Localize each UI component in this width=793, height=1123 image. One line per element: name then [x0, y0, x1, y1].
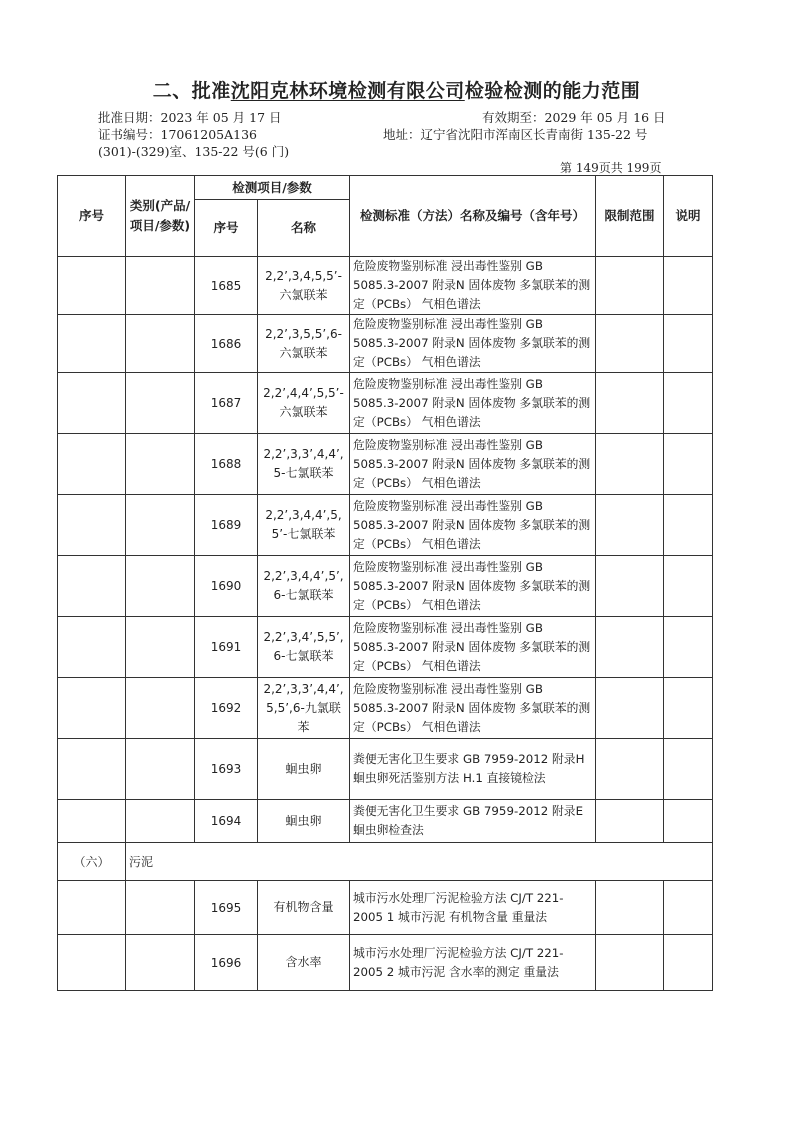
cell-limit: [596, 800, 664, 843]
cell-item-name: 2,2’,3,3’,4,4’,5,5’,6-九氯联苯: [258, 678, 350, 739]
cell-limit: [596, 739, 664, 800]
cell-item-number: 1693: [195, 739, 258, 800]
cell-limit: [596, 935, 664, 991]
cell-standard: 危险废物鉴别标准 浸出毒性鉴别 GB 5085.3-2007 附录N 固体废物 多氯联苯的测定（PCBs） 气相色谱法: [350, 257, 596, 315]
page-title: [0, 76, 793, 103]
cell-limit: [596, 617, 664, 678]
cell-standard: 危险废物鉴别标准 浸出毒性鉴别 GB 5085.3-2007 附录N 固体废物 多氯联苯的测定（PCBs） 气相色谱法: [350, 617, 596, 678]
table-row: [58, 556, 713, 617]
section-row: [58, 843, 713, 881]
cell-item-name: 蛔虫卵: [258, 739, 350, 800]
cell-note: [664, 935, 713, 991]
cell-item-name: 2,2’,4,4’,5,5’-六氯联苯: [258, 373, 350, 434]
cell-standard: 粪便无害化卫生要求 GB 7959-2012 附录E 蛔虫卵检查法: [350, 800, 596, 843]
cell-category: [126, 373, 195, 434]
cell-item-number: 1690: [195, 556, 258, 617]
cell-standard: 危险废物鉴别标准 浸出毒性鉴别 GB 5085.3-2007 附录N 固体废物 多氯联苯的测定（PCBs） 气相色谱法: [350, 434, 596, 495]
cell-seq: [58, 617, 126, 678]
cell-item-name: 2,2’,3,4,4’,5,5’-七氯联苯: [258, 495, 350, 556]
header-standard: 检测标准（方法）名称及编号（含年号）: [350, 176, 596, 257]
cell-limit: [596, 257, 664, 315]
table-row: [58, 373, 713, 434]
cell-standard: 城市污水处理厂污泥检验方法 CJ/T 221-2005 2 城市污泥 含水率的测定 重量法: [350, 935, 596, 991]
cell-item-name: 2,2’,3,4,5,5’-六氯联苯: [258, 257, 350, 315]
cell-category: [126, 678, 195, 739]
address-line-1: 地址：辽宁省沈阳市浑南区长青南街 135-22 号: [383, 127, 648, 142]
cell-item-number: 1689: [195, 495, 258, 556]
cell-standard: 危险废物鉴别标准 浸出毒性鉴别 GB 5085.3-2007 附录N 固体废物 多氯联苯的测定（PCBs） 气相色谱法: [350, 495, 596, 556]
cell-seq: [58, 257, 126, 315]
cell-note: [664, 800, 713, 843]
cell-note: [664, 678, 713, 739]
header-seq: 序号: [58, 176, 126, 257]
cell-seq: [58, 935, 126, 991]
cell-item-number: 1687: [195, 373, 258, 434]
cell-seq: [58, 434, 126, 495]
cell-limit: [596, 881, 664, 935]
cell-standard: 危险废物鉴别标准 浸出毒性鉴别 GB 5085.3-2007 附录N 固体废物 多氯联苯的测定（PCBs） 气相色谱法: [350, 678, 596, 739]
cell-category: [126, 935, 195, 991]
cell-item-name: 2,2’,3,5,5’,6-六氯联苯: [258, 315, 350, 373]
cell-limit: [596, 315, 664, 373]
cell-note: [664, 434, 713, 495]
title-prefix: 二、批准: [152, 80, 231, 102]
table-section: [58, 843, 713, 881]
header-item-seq: 序号: [195, 200, 258, 257]
cell-note: [664, 373, 713, 434]
valid-until: 有效期至：2029 年 05 月 16 日: [482, 110, 666, 125]
certificate-number: 证书编号：17061205A136: [98, 127, 258, 142]
cell-note: [664, 881, 713, 935]
header-note: 说明: [664, 176, 713, 257]
cell-category: [126, 881, 195, 935]
cell-limit: [596, 373, 664, 434]
cell-item-number: 1688: [195, 434, 258, 495]
cell-note: [664, 257, 713, 315]
cell-note: [664, 617, 713, 678]
table-row: [58, 935, 713, 991]
cell-item-number: 1696: [195, 935, 258, 991]
cell-item-name: 含水率: [258, 935, 350, 991]
cell-item-number: 1694: [195, 800, 258, 843]
header-category: 类别(产品/项目/参数): [126, 176, 195, 257]
cell-note: [664, 556, 713, 617]
section-label: （六）: [58, 843, 126, 881]
cell-category: [126, 495, 195, 556]
header-item-group: 检测项目/参数: [195, 176, 350, 200]
title-suffix: 检验检测的能力范围: [464, 80, 641, 102]
table-row: [58, 434, 713, 495]
table-row: [58, 678, 713, 739]
title-organization: 沈阳克林环境检测有限公司: [230, 80, 465, 102]
cell-item-name: 2,2’,3,4’,5,5’,6-七氯联苯: [258, 617, 350, 678]
table-body-b: [58, 881, 713, 991]
cell-category: [126, 617, 195, 678]
cell-note: [664, 315, 713, 373]
cell-standard: 城市污水处理厂污泥检验方法 CJ/T 221-2005 1 城市污泥 有机物含量 重量法: [350, 881, 596, 935]
cell-note: [664, 739, 713, 800]
cell-category: [126, 739, 195, 800]
table-row: [58, 617, 713, 678]
cell-seq: [58, 881, 126, 935]
cell-seq: [58, 373, 126, 434]
cell-limit: [596, 556, 664, 617]
cell-category: [126, 315, 195, 373]
cell-standard: 危险废物鉴别标准 浸出毒性鉴别 GB 5085.3-2007 附录N 固体废物 多氯联苯的测定（PCBs） 气相色谱法: [350, 373, 596, 434]
address-line-2: (301)-(329)室、135-22 号(6 门): [98, 144, 290, 159]
cell-note: [664, 495, 713, 556]
cell-seq: [58, 556, 126, 617]
cell-limit: [596, 678, 664, 739]
cell-item-number: 1691: [195, 617, 258, 678]
page-info: 第 149页共 199页: [560, 161, 662, 175]
cell-seq: [58, 495, 126, 556]
cell-item-number: 1692: [195, 678, 258, 739]
table-row: [58, 800, 713, 843]
cell-limit: [596, 495, 664, 556]
cell-item-name: 2,2’,3,4,4’,5’,6-七氯联苯: [258, 556, 350, 617]
capability-table: [57, 175, 713, 991]
header-item-name: 名称: [258, 200, 350, 257]
table-row: [58, 739, 713, 800]
table-row: [58, 315, 713, 373]
section-name: 污泥: [126, 843, 713, 881]
table-row: [58, 495, 713, 556]
cell-item-number: 1686: [195, 315, 258, 373]
cell-category: [126, 257, 195, 315]
table-row: [58, 257, 713, 315]
cell-item-name: 2,2’,3,3’,4,4’,5-七氯联苯: [258, 434, 350, 495]
cell-seq: [58, 739, 126, 800]
cell-standard: 危险废物鉴别标准 浸出毒性鉴别 GB 5085.3-2007 附录N 固体废物 多氯联苯的测定（PCBs） 气相色谱法: [350, 556, 596, 617]
cell-item-number: 1695: [195, 881, 258, 935]
header-limit: 限制范围: [596, 176, 664, 257]
cell-limit: [596, 434, 664, 495]
table-body-a: [58, 257, 713, 843]
cell-seq: [58, 800, 126, 843]
cell-item-number: 1685: [195, 257, 258, 315]
cell-standard: 危险废物鉴别标准 浸出毒性鉴别 GB 5085.3-2007 附录N 固体废物 多氯联苯的测定（PCBs） 气相色谱法: [350, 315, 596, 373]
approval-date: 批准日期：2023 年 05 月 17 日: [98, 110, 282, 125]
cell-seq: [58, 678, 126, 739]
cell-category: [126, 556, 195, 617]
cell-seq: [58, 315, 126, 373]
cell-category: [126, 800, 195, 843]
cell-category: [126, 434, 195, 495]
table-row: [58, 881, 713, 935]
cell-item-name: 蛔虫卵: [258, 800, 350, 843]
cell-item-name: 有机物含量: [258, 881, 350, 935]
cell-standard: 粪便无害化卫生要求 GB 7959-2012 附录H 蛔虫卵死活鉴别方法 H.1 直接镜检法: [350, 739, 596, 800]
